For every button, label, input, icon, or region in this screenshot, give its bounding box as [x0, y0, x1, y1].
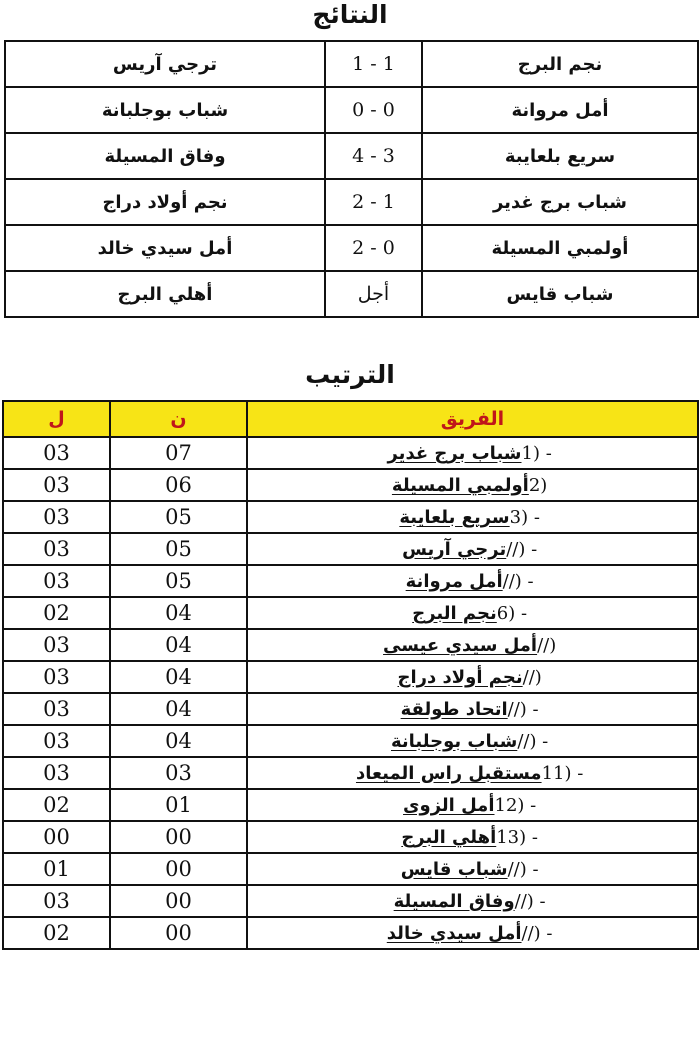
home-team: سريع بلعايبة: [422, 133, 698, 179]
away-team: ترجي آريس: [5, 41, 325, 87]
points-value: 05: [110, 533, 247, 565]
played-value: 03: [3, 885, 110, 917]
team-cell: [247, 501, 698, 533]
played-value: 03: [3, 469, 110, 501]
team-name: سريع بلعايبة: [399, 506, 510, 528]
rank-label: //) -: [502, 570, 540, 592]
points-value: 01: [110, 789, 247, 821]
home-team: شباب برج غدير: [422, 179, 698, 225]
points-value: 00: [110, 885, 247, 917]
points-value: 05: [110, 501, 247, 533]
results-row: [5, 271, 698, 317]
standings-row: [3, 885, 698, 917]
points-value: 00: [110, 853, 247, 885]
standings-row: [3, 629, 698, 661]
standings-row: [3, 533, 698, 565]
played-value: 02: [3, 917, 110, 949]
results-title: النتائج: [312, 0, 388, 29]
standings-row: [3, 725, 698, 757]
team-name: وفاق المسيلة: [393, 890, 515, 912]
standings-row: [3, 597, 698, 629]
team-name: شباب برج غدير: [387, 442, 522, 464]
standings-row: [3, 501, 698, 533]
results-row: [5, 41, 698, 87]
rank-label: //) -: [507, 858, 545, 880]
rank-label: //) -: [521, 922, 559, 944]
away-team: وفاق المسيلة: [5, 133, 325, 179]
points-value: 04: [110, 661, 247, 693]
home-team: أمل مروانة: [422, 87, 698, 133]
played-value: 03: [3, 437, 110, 469]
team-cell: [247, 789, 698, 821]
standings-row: [3, 757, 698, 789]
away-team: أهلي البرج: [5, 271, 325, 317]
standings-row: [3, 565, 698, 597]
team-cell: [247, 533, 698, 565]
team-cell: [247, 469, 698, 501]
points-value: 06: [110, 469, 247, 501]
played-value: 03: [3, 757, 110, 789]
rank-label: 12) -: [494, 794, 542, 816]
points-value: 04: [110, 693, 247, 725]
rank-label: //) -: [507, 698, 545, 720]
away-team: أمل سيدي خالد: [5, 225, 325, 271]
standings-row: [3, 789, 698, 821]
header-played: ل: [3, 401, 110, 437]
match-score: أجل: [325, 271, 422, 317]
points-value: 00: [110, 917, 247, 949]
match-score: 3 - 4: [325, 133, 422, 179]
played-value: 02: [3, 789, 110, 821]
home-team: نجم البرج: [422, 41, 698, 87]
team-cell: [247, 885, 698, 917]
points-value: 00: [110, 821, 247, 853]
rank-label: //): [537, 634, 562, 656]
points-value: 03: [110, 757, 247, 789]
standings-row: [3, 469, 698, 501]
standings-row: [3, 853, 698, 885]
team-name: أمل سيدي خالد: [386, 922, 522, 944]
match-score: 1 - 1: [325, 41, 422, 87]
played-value: 01: [3, 853, 110, 885]
team-name: أهلي البرج: [401, 826, 497, 848]
team-name: أمل مروانة: [405, 570, 503, 592]
team-name: شباب قايس: [400, 858, 508, 880]
team-cell: [247, 853, 698, 885]
header-team: الفريق: [247, 401, 698, 437]
rank-label: //) -: [514, 890, 552, 912]
team-cell: [247, 597, 698, 629]
standings-title: الترتيب: [305, 360, 395, 389]
played-value: 03: [3, 565, 110, 597]
played-value: 03: [3, 693, 110, 725]
results-row: [5, 87, 698, 133]
match-score: 0 - 2: [325, 225, 422, 271]
played-value: 03: [3, 725, 110, 757]
results-row: [5, 225, 698, 271]
team-cell: [247, 725, 698, 757]
rank-label: //) -: [506, 538, 543, 560]
team-name: نجم أولاد دراج: [397, 666, 523, 688]
team-cell: [247, 629, 698, 661]
standings-row: [3, 693, 698, 725]
results-row: [5, 133, 698, 179]
played-value: 03: [3, 533, 110, 565]
team-name: نجم البرج: [412, 602, 497, 624]
team-cell: [247, 693, 698, 725]
points-value: 04: [110, 597, 247, 629]
standings-table: [2, 400, 699, 950]
results-row: [5, 179, 698, 225]
header-points: ن: [110, 401, 247, 437]
team-name: شباب بوجلبانة: [391, 730, 518, 752]
team-name: مستقبل راس الميعاد: [355, 762, 542, 784]
results-table: [4, 40, 699, 318]
rank-label: 1) -: [521, 442, 558, 464]
standings-row: [3, 917, 698, 949]
team-name: ترجي آريس: [402, 538, 507, 560]
match-score: 0 - 0: [325, 87, 422, 133]
rank-label: 6) -: [496, 602, 533, 624]
standings-row: [3, 661, 698, 693]
played-value: 03: [3, 629, 110, 661]
team-name: اتحاد طولقة: [400, 698, 508, 720]
away-team: نجم أولاد دراج: [5, 179, 325, 225]
standings-row: [3, 821, 698, 853]
rank-label: 11) -: [541, 762, 590, 784]
match-score: 1 - 2: [325, 179, 422, 225]
away-team: شباب بوجلبانة: [5, 87, 325, 133]
played-value: 00: [3, 821, 110, 853]
rank-label: 3) -: [509, 506, 546, 528]
played-value: 03: [3, 501, 110, 533]
team-name: أمل سيدي عيسى: [383, 634, 538, 656]
team-cell: [247, 565, 698, 597]
team-name: أمل الزوى: [403, 794, 495, 816]
points-value: 05: [110, 565, 247, 597]
home-team: أولمبي المسيلة: [422, 225, 698, 271]
rank-label: 13) -: [496, 826, 544, 848]
home-team: شباب قايس: [422, 271, 698, 317]
points-value: 04: [110, 725, 247, 757]
played-value: 03: [3, 661, 110, 693]
team-cell: [247, 917, 698, 949]
team-cell: [247, 821, 698, 853]
team-cell: [247, 437, 698, 469]
team-cell: [247, 661, 698, 693]
points-value: 04: [110, 629, 247, 661]
played-value: 02: [3, 597, 110, 629]
team-name: أولمبي المسيلة: [391, 474, 529, 496]
team-cell: [247, 757, 698, 789]
points-value: 07: [110, 437, 247, 469]
rank-label: 2): [528, 474, 554, 496]
standings-row: [3, 437, 698, 469]
rank-label: //): [522, 666, 548, 688]
standings-header-row: [3, 401, 698, 437]
rank-label: //) -: [517, 730, 554, 752]
